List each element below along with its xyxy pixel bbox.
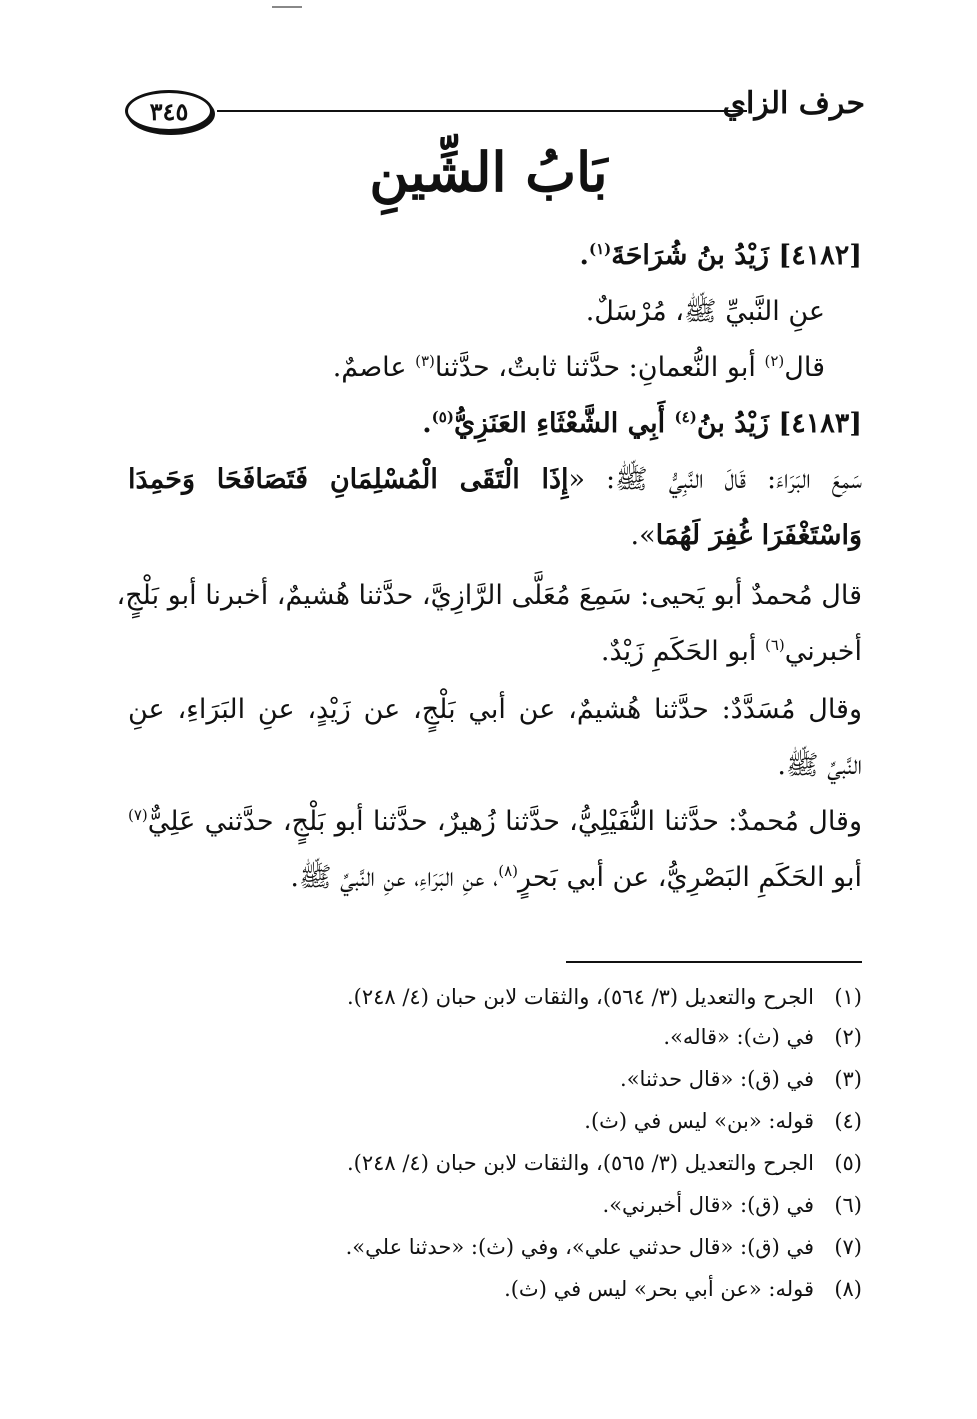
footnote-number: (١) — [834, 985, 862, 1009]
body-line-6 — [631, 516, 863, 556]
entry-4182-heading — [580, 236, 862, 276]
footnote-number: (٧) — [834, 1235, 862, 1259]
text-span: أبو الحَكَمِ زَيْدٌ. — [600, 636, 757, 667]
footnote-separator — [566, 961, 862, 963]
body-line-7: قال مُحمدٌ أبو يَحيى: سَمِعَ مُعَلَّى الرَّازِيَّ، حدَّثنا هُشيمٌ، أخبرنا أبو بَلْجٍ، — [116, 580, 862, 611]
footnote-5 — [347, 1148, 862, 1178]
text-span: أبو الحَكَمِ البَصْرِيُّ، عن أبي بَحرٍ — [518, 862, 862, 893]
footnote-3 — [620, 1064, 862, 1094]
header-rule — [217, 110, 747, 112]
entry-4183-heading — [422, 404, 862, 444]
footnote-ref: (٦) — [764, 636, 785, 654]
footnote-text: في (ث): «قاله». — [663, 1025, 814, 1049]
footnote-1 — [347, 982, 862, 1012]
text-span: ، عنِ البَرَاءِ، عنِ النَّبيِّ ﷺ. — [290, 862, 499, 893]
body-line-3 — [333, 348, 825, 388]
footnote-ref: (٨) — [498, 862, 519, 880]
footnote-ref: (٢) — [764, 352, 785, 370]
body-line-2: عنِ النَّبيِّ ﷺ، مُرْسَلٌ. — [585, 296, 825, 327]
footnote-ref: (١) — [588, 240, 612, 258]
chapter-title: بَابُ الشِّينِ — [369, 140, 608, 204]
text-span: قال — [784, 352, 825, 383]
footnote-number: (٨) — [834, 1277, 862, 1301]
text-span: عاصمٌ. — [332, 352, 407, 383]
footnote-number: (٢) — [834, 1025, 862, 1049]
body-line-9: وقال مُسَدَّدٌ: حدَّثنا هُشيمٌ، عن أبي بَلْجٍ، عن زَيْدٍ، عنِ البَرَاءِ، عنِ — [128, 694, 862, 725]
footnote-4 — [584, 1106, 862, 1136]
footnote-text: الجرح والتعديل (٣/ ٥٦٤)، والثقات لابن حبان (٤/ ٢٤٨). — [346, 985, 814, 1009]
footnote-ref: (٧) — [128, 806, 148, 824]
footnote-text: قوله: «عن أبي بحر» ليس في (ث). — [504, 1277, 814, 1301]
body-line-10: النَّبيِّ ﷺ. — [777, 750, 862, 781]
punctuation: . — [579, 240, 589, 271]
footnote-number: (٤) — [834, 1109, 862, 1133]
entry-number: [٤١٨٢] — [778, 240, 862, 271]
footnote-number: (٥) — [834, 1151, 862, 1175]
running-header — [125, 88, 865, 138]
footnote-ref: (٤) — [674, 408, 697, 426]
footnote-number: (٦) — [834, 1193, 862, 1217]
footnote-7 — [346, 1232, 862, 1262]
footnote-ref: (٥) — [431, 408, 454, 426]
punctuation: . — [422, 408, 432, 439]
top-scan-mark — [272, 6, 302, 8]
footnote-ref: (٣) — [415, 352, 435, 370]
footnote-text: الجرح والتعديل (٣/ ٥٦٥)، والثقات لابن حبان (٤/ ٢٤٨). — [346, 1151, 814, 1175]
body-line-11 — [128, 802, 862, 842]
text-span: أبو النُّعمانِ: حدَّثنا ثابتٌ، حدَّثنا — [434, 352, 756, 383]
footnote-number: (٣) — [834, 1067, 862, 1091]
footnote-text: في (ق): «قال أخبرني». — [602, 1193, 814, 1217]
narrator-name: زَيْدُ بنُ — [696, 408, 770, 439]
punctuation: ». — [630, 520, 656, 551]
narrator-name: زَيْدُ بنُ شُرَاحَةَ — [611, 240, 770, 271]
footnote-text: في (ق): «قال حدثنا». — [620, 1067, 814, 1091]
running-title: حرف الزاي — [722, 86, 865, 121]
hadith-text: إِذَا الْتَقَى الْمُسْلِمَانِ فَتَصَافَحَا وَحَمِدَا — [128, 464, 569, 495]
page-number-badge: ٣٤٥ — [125, 90, 213, 132]
footnote-6 — [603, 1190, 862, 1220]
narrator-name: أَبِي الشَّعْثَاءِ العَنَزِيُّ — [453, 408, 666, 439]
footnote-2 — [663, 1022, 862, 1052]
body-line-12 — [290, 858, 862, 898]
text-span: أخبرني — [784, 636, 862, 667]
text-span: سَمِعَ البَرَاءَ: قَالَ النَّبِيُّ ﷺ: « — [568, 464, 862, 495]
entry-number: [٤١٨٣] — [778, 408, 862, 439]
text-span: وقال مُحمدٌ: حدَّثنا النُّفَيْلِيُّ، حدَّثنا زُهيرٌ، حدَّثنا أبو بَلْجٍ، حدَّثني عَلِيٌّ — [147, 806, 862, 837]
body-line-8 — [601, 632, 862, 672]
footnote-text: قوله: «بن» ليس في (ث). — [584, 1109, 814, 1133]
footnote-text: في (ق): «قال حدثني علي»، وفي (ث): «حدثنا علي». — [345, 1235, 814, 1259]
hadith-text: وَاسْتَغْفَرَا غُفِرَ لَهُمَا — [655, 520, 862, 551]
footnote-8 — [504, 1274, 862, 1304]
body-line-5 — [128, 460, 862, 500]
